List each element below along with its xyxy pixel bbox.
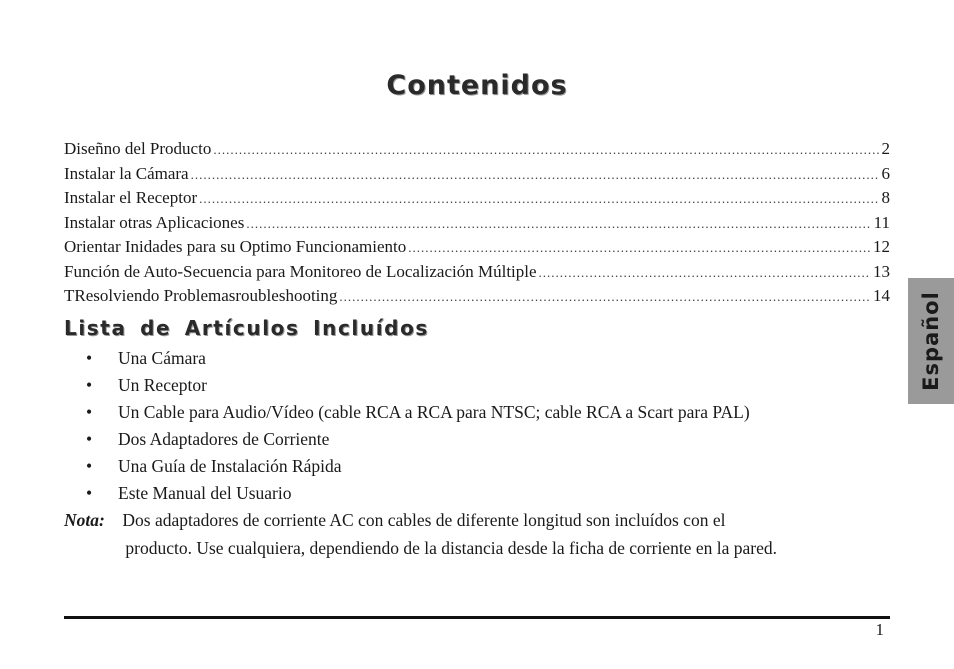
toc-entry[interactable] <box>64 286 890 311</box>
table-of-contents <box>64 139 890 311</box>
bullet-icon: • <box>86 402 93 422</box>
toc-leader-dots <box>339 289 871 305</box>
note-block <box>64 510 894 566</box>
footer-divider <box>64 616 890 619</box>
toc-entry-page: 12 <box>873 237 890 256</box>
bullet-icon: • <box>86 483 93 503</box>
toc-entry-label: TResolviendo Problemasroubleshooting <box>64 286 338 305</box>
toc-entry-label: Función de Auto-Secuencia para Monitoreo de Localización Múltiple <box>64 261 537 281</box>
toc-entry[interactable] <box>64 188 890 213</box>
language-side-tab <box>908 278 954 404</box>
toc-leader-dots <box>539 265 871 281</box>
toc-leader-dots <box>191 167 880 183</box>
toc-entry-page: 14 <box>873 286 890 305</box>
list-item-text: Este Manual del Usuario <box>118 483 292 503</box>
list-item-text: Un Receptor <box>118 375 207 395</box>
toc-leader-dots <box>246 216 871 232</box>
list-item <box>86 429 750 456</box>
toc-entry-label: Diseñno del Producto <box>64 139 212 158</box>
bullet-icon: • <box>86 456 93 476</box>
included-items-heading: Lista de Artículos Incluídos <box>64 316 429 340</box>
list-item-text: Dos Adaptadores de Corriente <box>118 429 330 449</box>
list-item <box>86 483 750 510</box>
list-item <box>86 456 750 483</box>
toc-entry-label: Instalar el Receptor <box>64 188 198 207</box>
toc-entry-page: 6 <box>881 163 890 183</box>
list-item-text: Un Cable para Audio/Vídeo (cable RCA a RCA para NTSC; cable RCA a Scart para PAL) <box>118 402 750 422</box>
toc-entry-page: 2 <box>881 139 890 158</box>
bullet-icon: • <box>86 375 93 395</box>
page-number: 1 <box>875 620 884 639</box>
language-tab-label: Español <box>919 291 943 391</box>
note-line <box>64 538 894 566</box>
list-item <box>86 402 750 429</box>
note-text-line-2: producto. Use cualquiera, dependiendo de la distancia desde la ficha de corriente en la pared. <box>125 538 777 558</box>
note-line <box>64 510 894 538</box>
toc-leader-dots <box>199 191 879 207</box>
toc-leader-dots <box>408 240 871 256</box>
toc-entry-page: 8 <box>881 188 890 207</box>
included-items-list <box>86 348 750 510</box>
toc-entry-page: 11 <box>873 212 890 232</box>
note-text-line-1: Dos adaptadores de corriente AC con cables de diferente longitud son incluídos con el <box>122 510 726 530</box>
toc-entry[interactable] <box>64 139 890 164</box>
bullet-icon: • <box>86 348 93 368</box>
list-item-text: Una Cámara <box>118 348 206 368</box>
list-item-text: Una Guía de Instalación Rápida <box>118 456 342 476</box>
list-item <box>86 348 750 375</box>
toc-entry[interactable] <box>64 237 890 262</box>
toc-entry-label: Orientar Inidades para su Optimo Funcionamiento <box>64 237 407 256</box>
toc-leader-dots <box>213 142 879 158</box>
toc-entry-page: 13 <box>873 261 890 281</box>
toc-entry[interactable] <box>64 164 890 189</box>
page-title: Contenidos <box>386 70 568 101</box>
list-item <box>86 375 750 402</box>
toc-entry-label: Instalar la Cámara <box>64 163 189 183</box>
toc-entry-label: Instalar otras Aplicaciones <box>64 212 245 232</box>
note-label: Nota: <box>64 510 105 530</box>
bullet-icon: • <box>86 429 93 449</box>
toc-entry[interactable] <box>64 262 890 287</box>
toc-entry[interactable] <box>64 213 890 238</box>
